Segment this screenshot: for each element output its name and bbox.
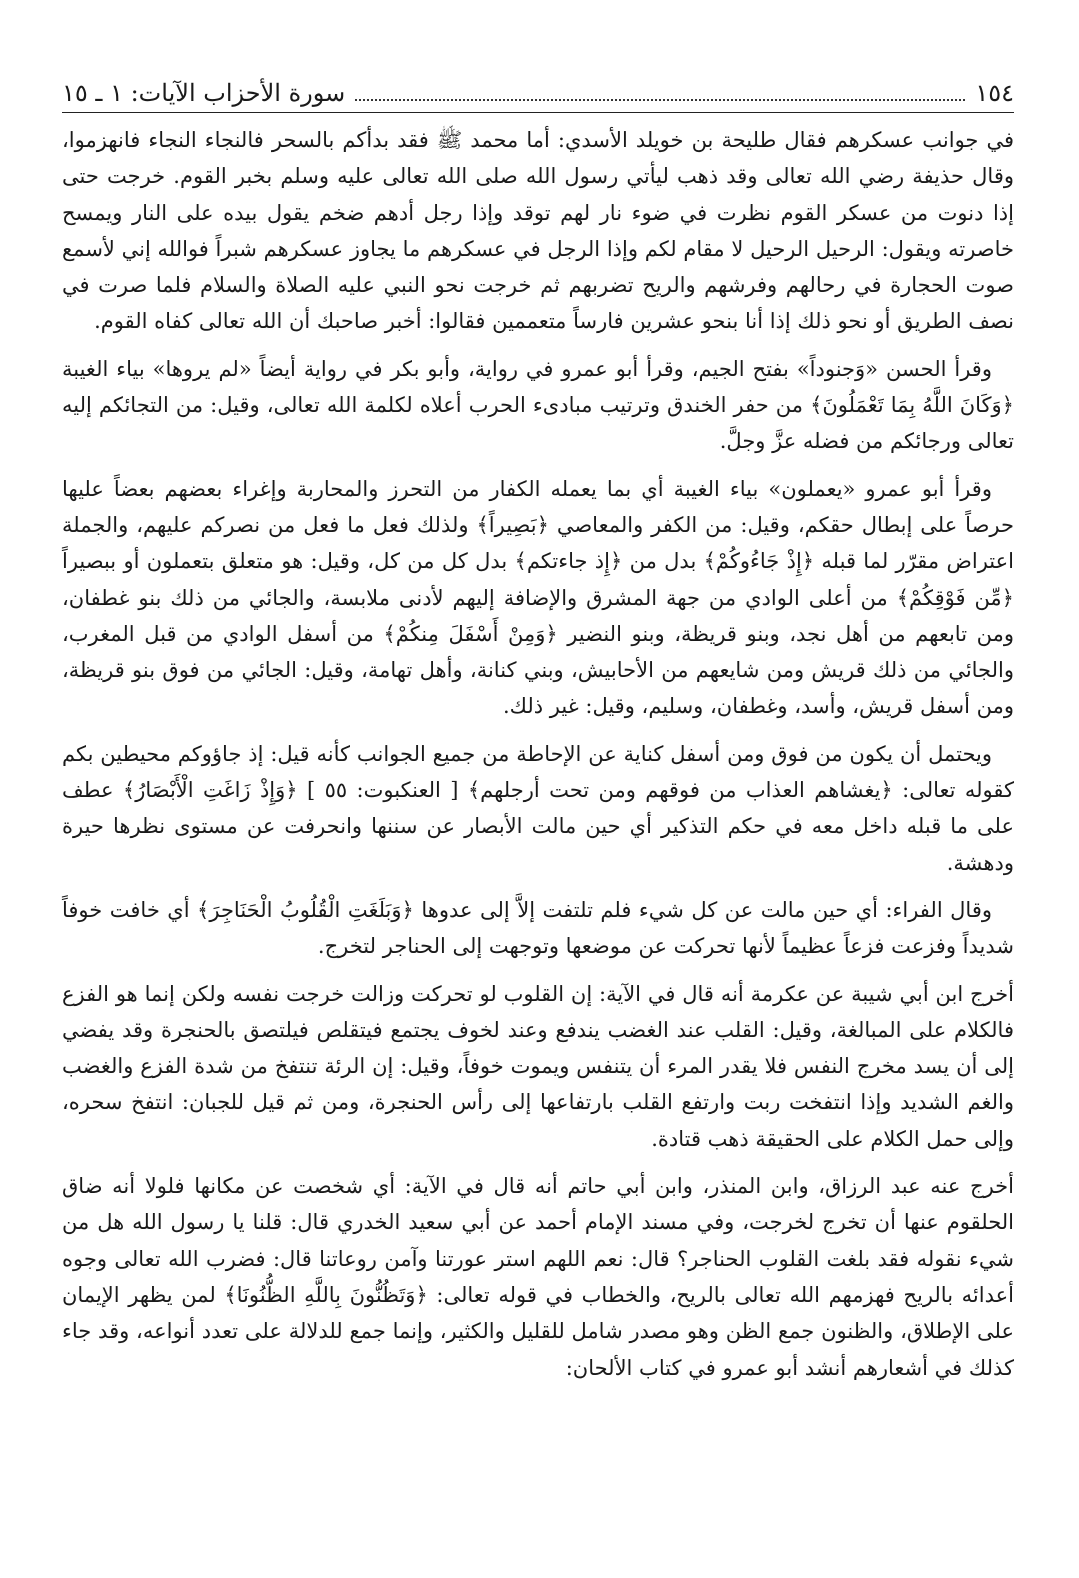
paragraph: أخرج عنه عبد الرزاق، وابن المنذر، وابن أبي حاتم أنه قال في الآية: أي شخصت عن مكانها فلولا أنه ضاق الحلقوم عنها أن تخرج لخرجت، وفي مسند الإمام أحمد عن أبي سعيد الخدري قال: قلنا يا رسول الله هل من شيء نقوله فقد بلغت القلوب الحناجر؟ قال: نعم اللهم استر عورتنا وآمن روعاتنا قال: فضرب الله تعالى وجوه أعدائه بالريح فهزمهم الله تعالى بالريح، والخطاب في قوله تعالى: ﴿وَتَظُنُّونَ بِاللَّهِ الظُّنُونَا﴾ لمن يظهر الإيمان على الإطلاق، والظنون جمع الظن وهو مصدر شامل للقليل والكثير، وإنما جمع للدلالة على تعدد أنواعه، وقد جاء كذلك في أشعارهم أنشد أبو عمرو في كتاب الألحان: [62,1174,1014,1380]
paragraph: في جوانب عسكرهم فقال طليحة بن خويلد الأسدي: أما محمد ﷺ فقد بدأكم بالسحر فالنجاء النجاء فانهزموا، وقال حذيفة رضي الله تعالى وقد ذهب ليأتي رسول الله صلى الله تعالى عليه وسلم بخبر القوم. خرجت حتى إذا دنوت من عسكر القوم نظرت في ضوء نار لهم توقد وإذا رجل أدهم ضخم يقول بيده على النار ويمسح خاصرته ويقول: الرحيل الرحيل لا مقام لكم وإذا الرجل في عسكرهم ما يجاوز عسكرهم شبراً فوالله إني لأسمع صوت الحجارة في رحالهم وفرشهم والريح تضربهم ثم خرجت نحو النبي عليه الصلاة والسلام فلما صرت في نصف الطريق أو نحو ذلك إذا أنا بنحو عشرين فارساً متعممين فقالوا: أخبر صاحبك أن الله تعالى كفاه القوم. [62,128,1014,334]
header-dot-leader [355,98,965,101]
paragraph: وقرأ أبو عمرو «يعملون» بياء الغيبة أي بما يعمله الكفار من التحرز والمحاربة وإغراء بعضهم بعضاً عليها حرصاً على إبطال حقكم، وقيل: من الكفر والمعاصي ﴿بَصِيراً﴾ ولذلك فعل ما فعل من نصركم عليهم، والجملة اعتراض مقرّر لما قبله ﴿إِذْ جَاءُوكُمْ﴾ بدل من ﴿إِذ جاءتكم﴾ بدل كل من كل، وقيل: هو متعلق بتعملون أو ببصيراً ﴿مِّن فَوْقِكُمْ﴾ من أعلى الوادي من جهة المشرق والإضافة إليهم لأدنى ملابسة، والجائي من ذلك بنو غطفان، ومن تابعهم من أهل نجد، وبنو قريظة، وبنو النضير ﴿وَمِنْ أَسْفَلَ مِنكُمْ﴾ من أسفل الوادي من قبل المغرب، والجائي من ذلك قريش ومن شايعهم من الأحابيش، وبني كنانة، وأهل تهامة، وقيل: الجائي من فوق بنو قريظة، ومن أسفل قريش، وأسد، وغطفان، وسليم، وقيل: غير ذلك. [62,476,1014,719]
paragraph: ويحتمل أن يكون من فوق ومن أسفل كناية عن الإحاطة من جميع الجوانب كأنه قيل: إذ جاؤوكم محيطين بكم كقوله تعالى: ﴿يغشاهم العذاب من فوقهم ومن تحت أرجلهم﴾ [ العنكبوت: ٥٥ ] ﴿وَإِذْ زَاغَتِ الْأَبْصَارُ﴾ عطف على ما قبله داخل معه في حكم التذكير أي حين مالت الأبصار عن سننها وانحرفت عن مستوى نظرها حيرة ودهشة. [62,741,1014,875]
page-header [62,68,1014,108]
page-number: ١٥٤ [975,79,1014,107]
paragraph: وقرأ الحسن «وَجنوداً» بفتح الجيم، وقرأ أبو عمرو في رواية، وأبو بكر في رواية أيضاً «لم يروها» بياء الغيبة ﴿وَكَانَ اللَّهُ بِمَا تَعْمَلُونَ﴾ من حفر الخندق وترتيب مبادىء الحرب أعلاه لكلمة الله تعالى، وقيل: من التجائكم إليه تعالى ورجائكم من فضله عزَّ وجلَّ. [62,356,1014,454]
header-rule [62,112,1014,113]
paragraph: وقال الفراء: أي حين مالت عن كل شيء فلم تلتفت إلاَّ إلى عدوها ﴿وَبَلَغَتِ الْقُلُوبُ الْحَنَاجِرَ﴾ أي خافت خوفاً شديداً وفزعت فزعاً عظيماً لأنها تحركت عن موضعها وتوجهت إلى الحناجر لتخرج. [62,897,1014,959]
paragraph: أخرج ابن أبي شيبة عن عكرمة أنه قال في الآية: إن القلوب لو تحركت وزالت خرجت نفسه ولكن إنما هو الفزع فالكلام على المبالغة، وقيل: القلب عند الغضب يندفع وعند لخوف يجتمع فيتقلص فيلتصق بالحنجرة وقد يفضي إلى أن يسد مخرج النفس فلا يقدر المرء أن يتنفس ويموت خوفاً، وقيل: إن الرئة تنتفخ من شدة الفزع والغضب والغم الشديد وإذا انتفخت ربت وارتفع القلب بارتفاعها إلى رأس الحنجرة، ومن ثم قيل للجبان: انتفخ سحره، وإلى حمل الكلام على الحقيقة ذهب قتادة. [62,981,1014,1151]
page-body [62,122,1014,1397]
running-title: سورة الأحزاب الآيات: ١ ـ ١٥ [62,79,346,107]
